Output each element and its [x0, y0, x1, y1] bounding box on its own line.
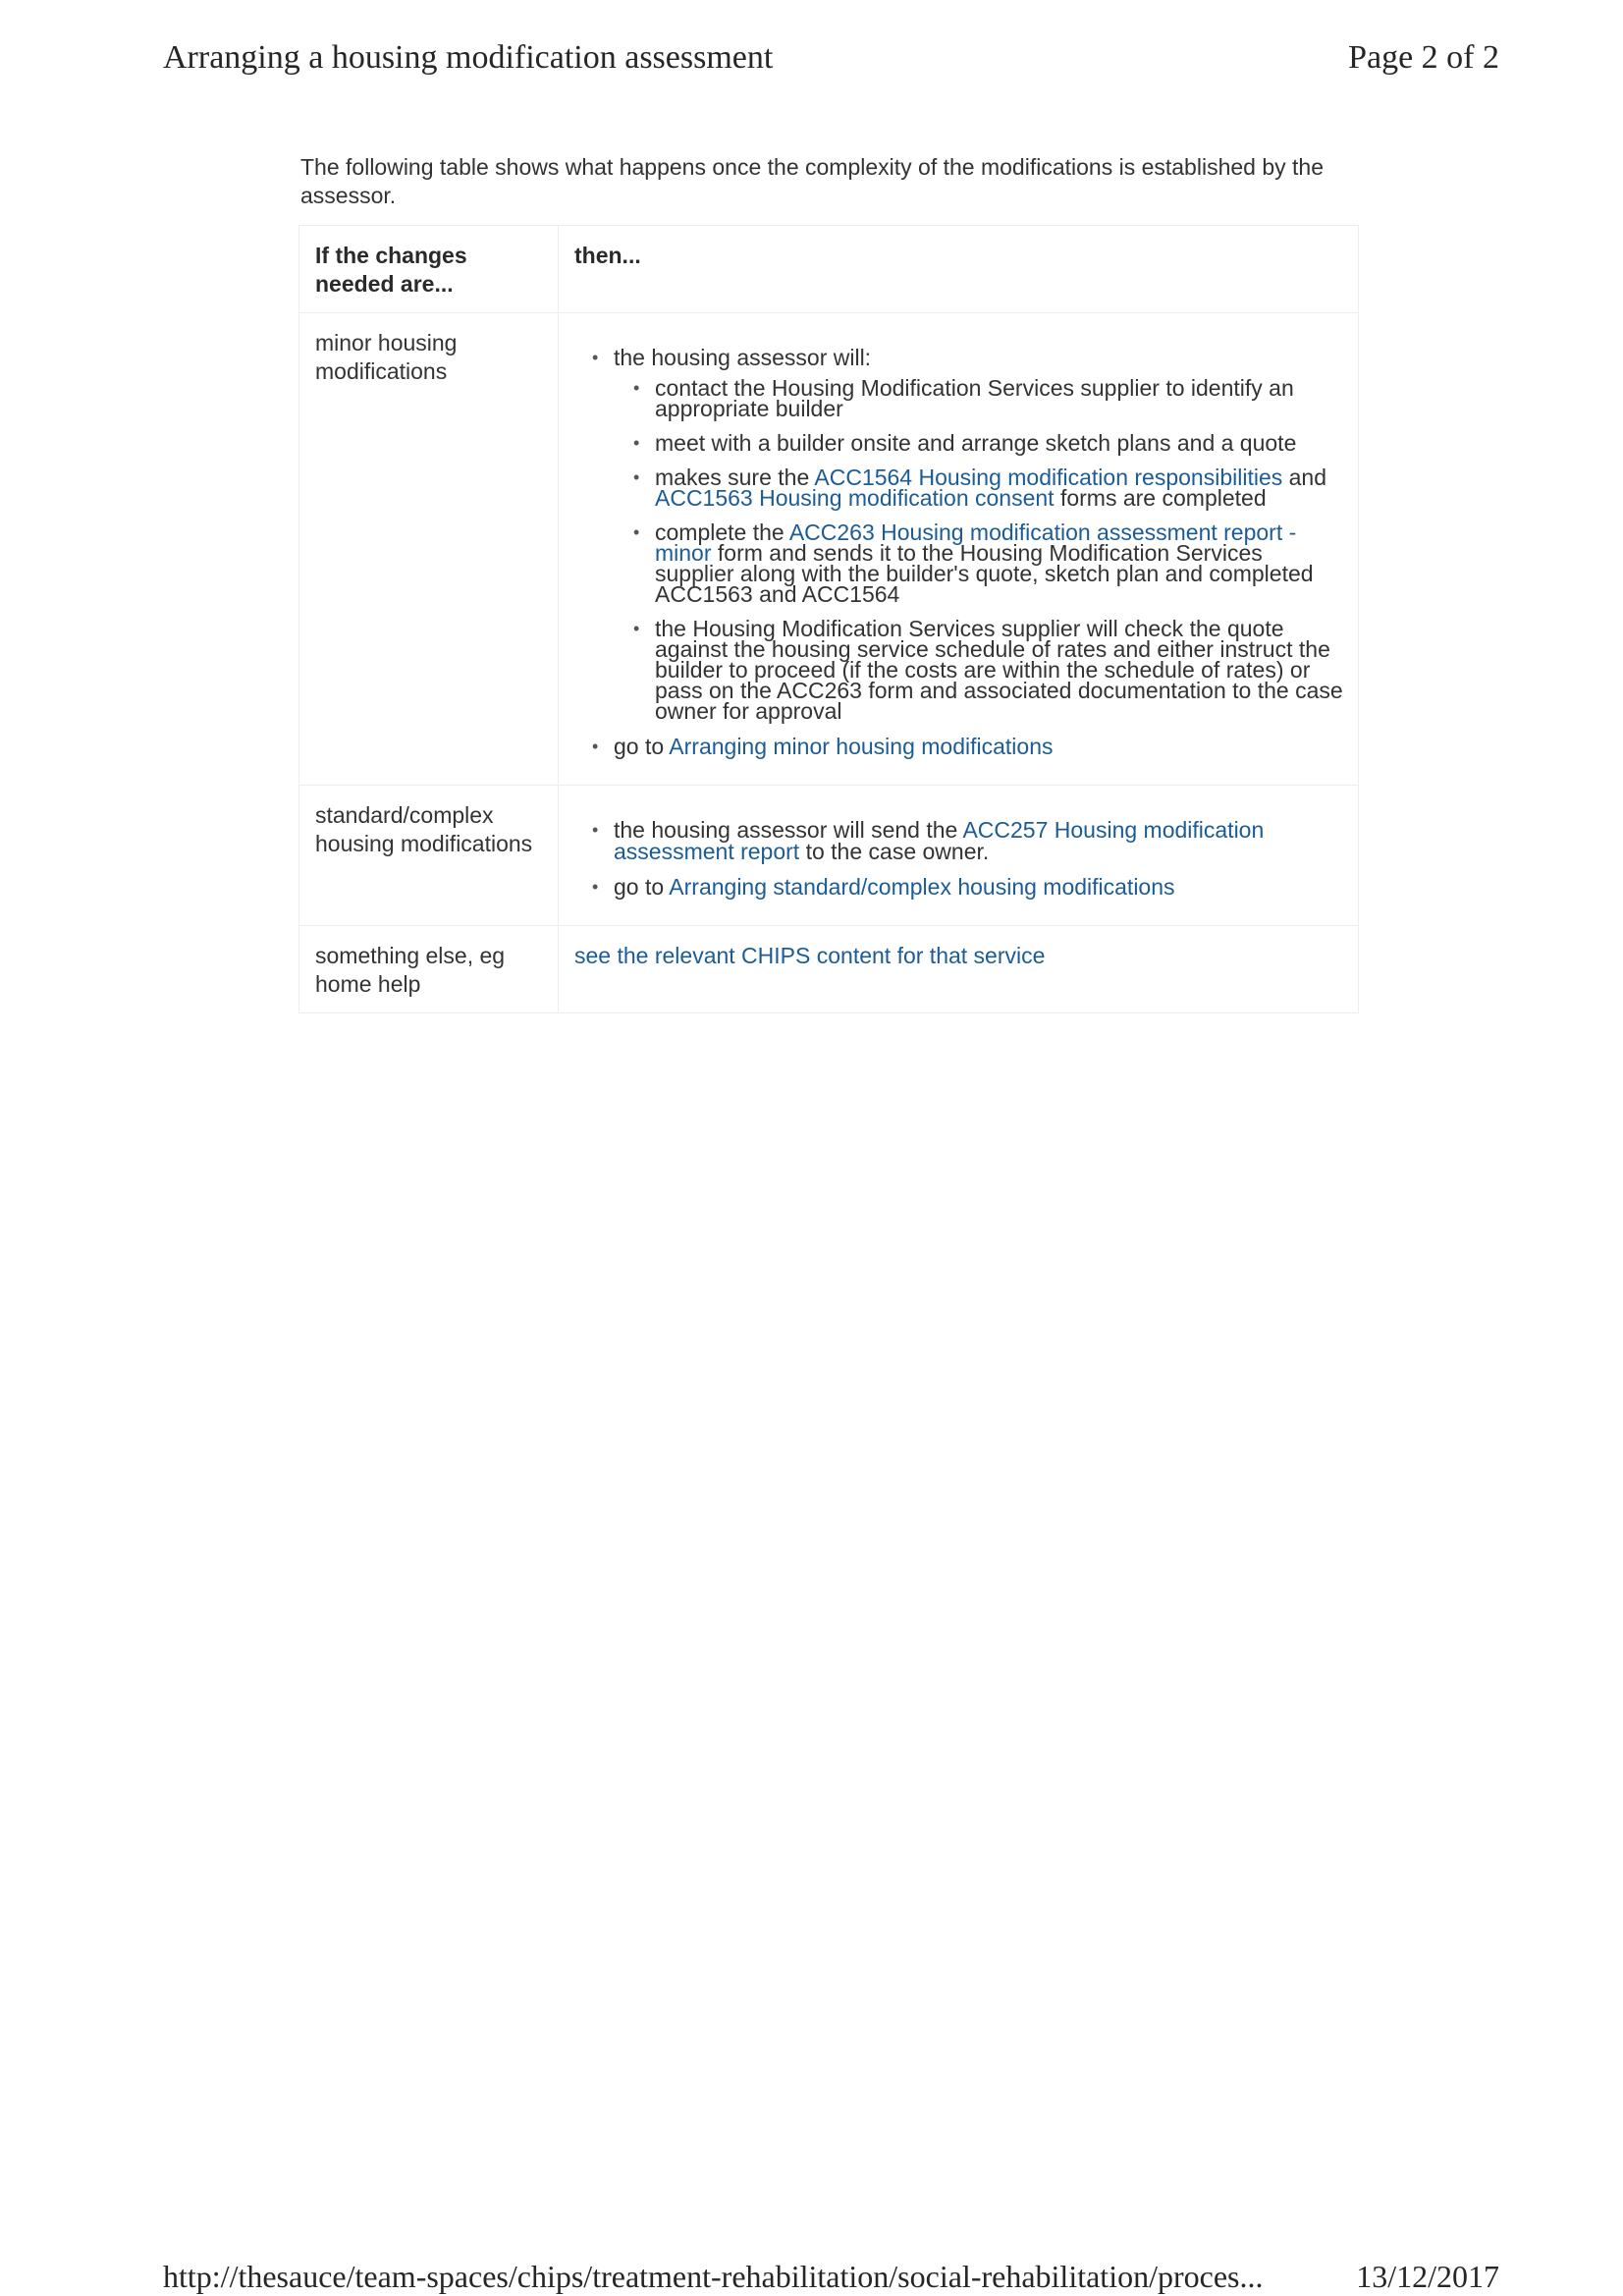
- acc1563-link[interactable]: ACC1563 Housing modification consent: [655, 485, 1055, 511]
- list-item: [655, 519, 1346, 607]
- acc1564-link[interactable]: ACC1564 Housing modification responsibilities: [814, 465, 1283, 490]
- task-forms-tail: forms are completed: [1059, 485, 1267, 511]
- row-content-minor: [559, 313, 1359, 786]
- row-content-other: [559, 926, 1359, 1013]
- acc263-link[interactable]: ACC263 Housing modification assessment report - minor: [655, 519, 1297, 566]
- chips-content-link[interactable]: see the relevant CHIPS content for that service: [574, 943, 1046, 968]
- row-label-other: something else, eg home help: [315, 943, 506, 997]
- list-item: [655, 467, 1346, 509]
- page-header-title: Arranging a housing modification assessment: [163, 39, 774, 76]
- table-header-row: [299, 226, 1359, 313]
- task-meet-builder: meet with a builder onsite and arrange sketch plans and a quote: [655, 430, 1297, 456]
- column-header-then: then...: [559, 226, 1359, 313]
- arranging-minor-link[interactable]: Arranging minor housing modifications: [669, 734, 1054, 759]
- list-item: [614, 736, 1346, 757]
- row-content-standard: [559, 786, 1359, 926]
- row-label-standard: standard/complex housing modifications: [315, 802, 533, 856]
- list-item: [614, 347, 1346, 722]
- assessor-send-text: the housing assessor will send the: [614, 817, 958, 843]
- acc257-link[interactable]: ACC257 Housing modification assessment report: [614, 817, 1265, 864]
- table-row-standard: [299, 786, 1359, 926]
- intro-paragraph: The following table shows what happens once the complexity of the modifications is established by the assessor.: [300, 154, 1324, 208]
- task-contact-supplier: contact the Housing Modification Services supplier to identify an appropriate builder: [655, 375, 1294, 421]
- list-item: [614, 819, 1346, 862]
- task-report-text: complete the: [655, 519, 784, 545]
- list-item: [655, 375, 1346, 421]
- go-to-text: go to: [614, 874, 665, 900]
- table-row-other: [299, 926, 1359, 1013]
- task-forms-and: and: [1288, 465, 1326, 490]
- arranging-standard-link[interactable]: Arranging standard/complex housing modifications: [669, 874, 1175, 900]
- assessor-send-tail: to the case owner.: [805, 839, 990, 864]
- minor-steps-list: [574, 329, 1346, 757]
- task-supplier-check: the Housing Modification Services supplier will check the quote against the housing service schedule of rates and either instruct the builder to proceed (if the costs are within the schedule of rates) or pass on the ACC263 form and associated documentation to the case owner for approval: [655, 616, 1343, 724]
- assessor-will-text: the housing assessor will:: [614, 345, 872, 370]
- task-report-tail: form and sends it to the Housing Modification Services supplier along with the builder's quote, sketch plan and completed ACC1563 and ACC1564: [655, 540, 1314, 607]
- page-number: Page 2 of 2: [1348, 39, 1499, 76]
- column-header-changes: If the changes needed are...: [299, 226, 559, 313]
- table-row-minor: [299, 313, 1359, 786]
- list-item: [655, 430, 1346, 456]
- go-to-text: go to: [614, 734, 665, 759]
- assessor-tasks-list: [614, 375, 1346, 724]
- standard-steps-list: [574, 801, 1346, 898]
- footer-date: 13/12/2017: [1356, 2259, 1499, 2294]
- list-item: [614, 876, 1346, 898]
- list-item: [655, 616, 1346, 724]
- modification-outcomes-table: [298, 225, 1359, 1013]
- footer-url: http://thesauce/team-spaces/chips/treatment-rehabilitation/social-rehabilitation/proces...: [163, 2259, 1264, 2294]
- task-forms-text: makes sure the: [655, 465, 810, 490]
- row-label-minor: minor housing modifications: [315, 330, 458, 384]
